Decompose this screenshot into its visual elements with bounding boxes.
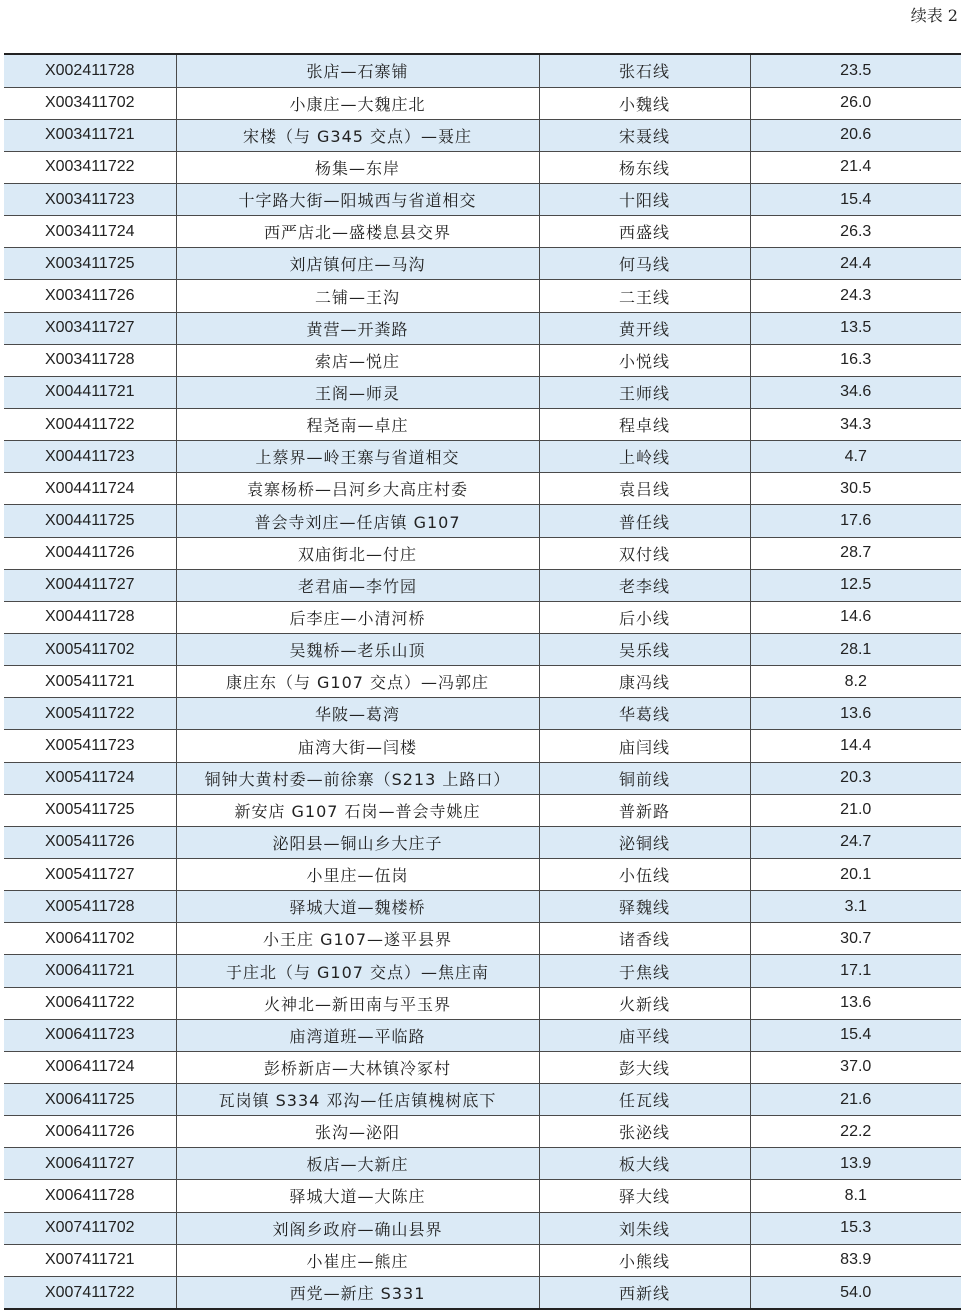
table-row bbox=[4, 441, 961, 473]
route-name-cell: 西新线 bbox=[539, 1276, 750, 1308]
route-length-cell: 20.3 bbox=[750, 762, 961, 794]
route-name-cell: 任瓦线 bbox=[539, 1084, 750, 1116]
route-code-cell: X007411702 bbox=[4, 1212, 176, 1244]
route-length-cell: 15.4 bbox=[750, 184, 961, 216]
table-row bbox=[4, 505, 961, 537]
route-length-cell: 54.0 bbox=[750, 1276, 961, 1308]
route-length-cell: 12.5 bbox=[750, 569, 961, 601]
route-name-cell: 十阳线 bbox=[539, 184, 750, 216]
route-length-cell: 30.7 bbox=[750, 923, 961, 955]
route-name-cell: 上岭线 bbox=[539, 441, 750, 473]
route-code-cell: X003411724 bbox=[4, 216, 176, 248]
route-length-cell: 24.3 bbox=[750, 280, 961, 312]
route-section-cell: 吴魏桥—老乐山顶 bbox=[176, 634, 539, 666]
route-length-cell: 4.7 bbox=[750, 441, 961, 473]
route-name-cell: 铜前线 bbox=[539, 762, 750, 794]
table-row bbox=[4, 1212, 961, 1244]
route-length-cell: 13.5 bbox=[750, 312, 961, 344]
route-section-cell: 小崔庄—熊庄 bbox=[176, 1244, 539, 1276]
route-code-cell: X003411727 bbox=[4, 312, 176, 344]
route-code-cell: X004411722 bbox=[4, 409, 176, 441]
route-code-cell: X006411724 bbox=[4, 1051, 176, 1083]
route-code-cell: X004411727 bbox=[4, 569, 176, 601]
route-length-cell: 28.1 bbox=[750, 634, 961, 666]
route-section-cell: 黄营—开粪路 bbox=[176, 312, 539, 344]
route-code-cell: X005411727 bbox=[4, 859, 176, 891]
table-row bbox=[4, 859, 961, 891]
route-section-cell: 驿城大道—魏楼桥 bbox=[176, 891, 539, 923]
route-name-cell: 程卓线 bbox=[539, 409, 750, 441]
route-section-cell: 宋楼（与 G345 交点）—聂庄 bbox=[176, 119, 539, 151]
route-name-cell: 小伍线 bbox=[539, 859, 750, 891]
route-name-cell: 普新路 bbox=[539, 794, 750, 826]
table-row bbox=[4, 601, 961, 633]
route-section-cell: 刘阁乡政府—确山县界 bbox=[176, 1212, 539, 1244]
route-section-cell: 西严店北—盛楼息县交界 bbox=[176, 216, 539, 248]
road-table-container bbox=[4, 53, 961, 1310]
route-length-cell: 17.6 bbox=[750, 505, 961, 537]
table-row bbox=[4, 666, 961, 698]
table-row bbox=[4, 1276, 961, 1308]
route-name-cell: 王师线 bbox=[539, 376, 750, 408]
route-section-cell: 上蔡界—岭王寨与省道相交 bbox=[176, 441, 539, 473]
table-row bbox=[4, 151, 961, 183]
route-name-cell: 吴乐线 bbox=[539, 634, 750, 666]
route-code-cell: X005411722 bbox=[4, 698, 176, 730]
route-section-cell: 庙湾道班—平临路 bbox=[176, 1019, 539, 1051]
route-code-cell: X003411723 bbox=[4, 184, 176, 216]
route-name-cell: 板大线 bbox=[539, 1148, 750, 1180]
table-row bbox=[4, 1148, 961, 1180]
route-name-cell: 宋聂线 bbox=[539, 119, 750, 151]
route-code-cell: X002411728 bbox=[4, 55, 176, 87]
route-name-cell: 小熊线 bbox=[539, 1244, 750, 1276]
table-row bbox=[4, 1116, 961, 1148]
route-section-cell: 火神北—新田南与平玉界 bbox=[176, 987, 539, 1019]
table-row bbox=[4, 1180, 961, 1212]
route-length-cell: 30.5 bbox=[750, 473, 961, 505]
table-row bbox=[4, 987, 961, 1019]
route-section-cell: 老君庙—李竹园 bbox=[176, 569, 539, 601]
route-code-cell: X006411727 bbox=[4, 1148, 176, 1180]
route-name-cell: 康冯线 bbox=[539, 666, 750, 698]
route-length-cell: 20.6 bbox=[750, 119, 961, 151]
route-name-cell: 黄开线 bbox=[539, 312, 750, 344]
route-section-cell: 后李庄—小清河桥 bbox=[176, 601, 539, 633]
route-section-cell: 小王庄 G107—遂平县界 bbox=[176, 923, 539, 955]
table-row bbox=[4, 537, 961, 569]
table-row bbox=[4, 794, 961, 826]
route-code-cell: X003411726 bbox=[4, 280, 176, 312]
route-code-cell: X006411721 bbox=[4, 955, 176, 987]
route-section-cell: 程尧南—卓庄 bbox=[176, 409, 539, 441]
route-name-cell: 普任线 bbox=[539, 505, 750, 537]
route-code-cell: X006411722 bbox=[4, 987, 176, 1019]
route-code-cell: X007411721 bbox=[4, 1244, 176, 1276]
table-row bbox=[4, 184, 961, 216]
route-code-cell: X004411721 bbox=[4, 376, 176, 408]
route-section-cell: 驿城大道—大陈庄 bbox=[176, 1180, 539, 1212]
route-length-cell: 83.9 bbox=[750, 1244, 961, 1276]
table-row bbox=[4, 119, 961, 151]
route-section-cell: 庙湾大街—闫楼 bbox=[176, 730, 539, 762]
route-code-cell: X005411723 bbox=[4, 730, 176, 762]
route-length-cell: 13.9 bbox=[750, 1148, 961, 1180]
route-length-cell: 16.3 bbox=[750, 344, 961, 376]
route-length-cell: 20.1 bbox=[750, 859, 961, 891]
route-section-cell: 张店—石寨铺 bbox=[176, 55, 539, 87]
route-section-cell: 板店—大新庄 bbox=[176, 1148, 539, 1180]
table-row bbox=[4, 87, 961, 119]
route-length-cell: 17.1 bbox=[750, 955, 961, 987]
route-name-cell: 双付线 bbox=[539, 537, 750, 569]
table-row bbox=[4, 409, 961, 441]
route-code-cell: X006411702 bbox=[4, 923, 176, 955]
route-name-cell: 庙平线 bbox=[539, 1019, 750, 1051]
route-code-cell: X005411724 bbox=[4, 762, 176, 794]
route-name-cell: 庙闫线 bbox=[539, 730, 750, 762]
route-section-cell: 双庙街北—付庄 bbox=[176, 537, 539, 569]
route-code-cell: X004411725 bbox=[4, 505, 176, 537]
route-length-cell: 13.6 bbox=[750, 987, 961, 1019]
route-code-cell: X004411728 bbox=[4, 601, 176, 633]
route-code-cell: X005411728 bbox=[4, 891, 176, 923]
table-row bbox=[4, 826, 961, 858]
route-code-cell: X004411723 bbox=[4, 441, 176, 473]
route-length-cell: 14.4 bbox=[750, 730, 961, 762]
route-code-cell: X003411722 bbox=[4, 151, 176, 183]
route-length-cell: 24.4 bbox=[750, 248, 961, 280]
route-length-cell: 37.0 bbox=[750, 1051, 961, 1083]
route-name-cell: 于焦线 bbox=[539, 955, 750, 987]
route-name-cell: 泌铜线 bbox=[539, 826, 750, 858]
route-section-cell: 新安店 G107 石岗—普会寺姚庄 bbox=[176, 794, 539, 826]
route-name-cell: 杨东线 bbox=[539, 151, 750, 183]
table-row bbox=[4, 569, 961, 601]
route-name-cell: 刘朱线 bbox=[539, 1212, 750, 1244]
route-length-cell: 8.1 bbox=[750, 1180, 961, 1212]
route-length-cell: 34.3 bbox=[750, 409, 961, 441]
route-code-cell: X003411725 bbox=[4, 248, 176, 280]
route-length-cell: 15.3 bbox=[750, 1212, 961, 1244]
route-length-cell: 13.6 bbox=[750, 698, 961, 730]
table-row bbox=[4, 955, 961, 987]
table-row bbox=[4, 634, 961, 666]
road-table bbox=[4, 55, 961, 1308]
route-name-cell: 后小线 bbox=[539, 601, 750, 633]
route-name-cell: 何马线 bbox=[539, 248, 750, 280]
route-length-cell: 22.2 bbox=[750, 1116, 961, 1148]
route-name-cell: 西盛线 bbox=[539, 216, 750, 248]
route-code-cell: X004411726 bbox=[4, 537, 176, 569]
table-row bbox=[4, 216, 961, 248]
route-code-cell: X003411702 bbox=[4, 87, 176, 119]
route-code-cell: X003411728 bbox=[4, 344, 176, 376]
table-row bbox=[4, 248, 961, 280]
table-row bbox=[4, 344, 961, 376]
route-section-cell: 泌阳县—铜山乡大庄子 bbox=[176, 826, 539, 858]
route-name-cell: 二王线 bbox=[539, 280, 750, 312]
route-name-cell: 诸香线 bbox=[539, 923, 750, 955]
route-code-cell: X006411725 bbox=[4, 1084, 176, 1116]
route-section-cell: 普会寺刘庄—任店镇 G107 bbox=[176, 505, 539, 537]
route-code-cell: X006411723 bbox=[4, 1019, 176, 1051]
route-section-cell: 王阁—师灵 bbox=[176, 376, 539, 408]
route-name-cell: 小悦线 bbox=[539, 344, 750, 376]
route-section-cell: 二铺—王沟 bbox=[176, 280, 539, 312]
table-row bbox=[4, 1084, 961, 1116]
route-code-cell: X005411702 bbox=[4, 634, 176, 666]
route-length-cell: 15.4 bbox=[750, 1019, 961, 1051]
route-code-cell: X005411726 bbox=[4, 826, 176, 858]
route-section-cell: 于庄北（与 G107 交点）—焦庄南 bbox=[176, 955, 539, 987]
table-row bbox=[4, 55, 961, 87]
continued-table-label: 续表 2 bbox=[910, 6, 958, 25]
table-row bbox=[4, 1051, 961, 1083]
route-section-cell: 刘店镇何庄—马沟 bbox=[176, 248, 539, 280]
route-name-cell: 驿大线 bbox=[539, 1180, 750, 1212]
route-section-cell: 西党—新庄 S331 bbox=[176, 1276, 539, 1308]
route-section-cell: 华陂—葛湾 bbox=[176, 698, 539, 730]
route-code-cell: X004411724 bbox=[4, 473, 176, 505]
table-row bbox=[4, 730, 961, 762]
route-name-cell: 袁吕线 bbox=[539, 473, 750, 505]
table-row bbox=[4, 312, 961, 344]
route-code-cell: X003411721 bbox=[4, 119, 176, 151]
route-name-cell: 张泌线 bbox=[539, 1116, 750, 1148]
route-name-cell: 驿魏线 bbox=[539, 891, 750, 923]
route-length-cell: 26.3 bbox=[750, 216, 961, 248]
route-section-cell: 彭桥新店—大林镇冷冢村 bbox=[176, 1051, 539, 1083]
route-name-cell: 彭大线 bbox=[539, 1051, 750, 1083]
route-code-cell: X007411722 bbox=[4, 1276, 176, 1308]
route-section-cell: 索店—悦庄 bbox=[176, 344, 539, 376]
table-row bbox=[4, 698, 961, 730]
table-row bbox=[4, 1019, 961, 1051]
route-length-cell: 23.5 bbox=[750, 55, 961, 87]
route-name-cell: 小魏线 bbox=[539, 87, 750, 119]
route-section-cell: 铜钟大黄村委—前徐寨（S213 上路口） bbox=[176, 762, 539, 794]
route-section-cell: 杨集—东岸 bbox=[176, 151, 539, 183]
route-section-cell: 康庄东（与 G107 交点）—冯郭庄 bbox=[176, 666, 539, 698]
route-code-cell: X005411725 bbox=[4, 794, 176, 826]
route-name-cell: 华葛线 bbox=[539, 698, 750, 730]
route-length-cell: 24.7 bbox=[750, 826, 961, 858]
route-section-cell: 十字路大街—阳城西与省道相交 bbox=[176, 184, 539, 216]
route-length-cell: 34.6 bbox=[750, 376, 961, 408]
route-length-cell: 21.4 bbox=[750, 151, 961, 183]
table-row bbox=[4, 376, 961, 408]
route-length-cell: 26.0 bbox=[750, 87, 961, 119]
route-code-cell: X006411726 bbox=[4, 1116, 176, 1148]
route-length-cell: 21.6 bbox=[750, 1084, 961, 1116]
route-name-cell: 老李线 bbox=[539, 569, 750, 601]
table-row bbox=[4, 280, 961, 312]
route-length-cell: 28.7 bbox=[750, 537, 961, 569]
route-code-cell: X006411728 bbox=[4, 1180, 176, 1212]
route-length-cell: 8.2 bbox=[750, 666, 961, 698]
route-section-cell: 袁寨杨桥—吕河乡大高庄村委 bbox=[176, 473, 539, 505]
route-length-cell: 3.1 bbox=[750, 891, 961, 923]
table-row bbox=[4, 923, 961, 955]
route-name-cell: 火新线 bbox=[539, 987, 750, 1019]
route-section-cell: 瓦岗镇 S334 邓沟—任店镇槐树底下 bbox=[176, 1084, 539, 1116]
route-name-cell: 张石线 bbox=[539, 55, 750, 87]
route-section-cell: 小里庄—伍岗 bbox=[176, 859, 539, 891]
route-code-cell: X005411721 bbox=[4, 666, 176, 698]
route-length-cell: 14.6 bbox=[750, 601, 961, 633]
table-row bbox=[4, 473, 961, 505]
route-length-cell: 21.0 bbox=[750, 794, 961, 826]
road-table-body bbox=[4, 55, 961, 1308]
route-section-cell: 张沟—泌阳 bbox=[176, 1116, 539, 1148]
route-section-cell: 小康庄—大魏庄北 bbox=[176, 87, 539, 119]
table-row bbox=[4, 762, 961, 794]
table-row bbox=[4, 1244, 961, 1276]
table-row bbox=[4, 891, 961, 923]
